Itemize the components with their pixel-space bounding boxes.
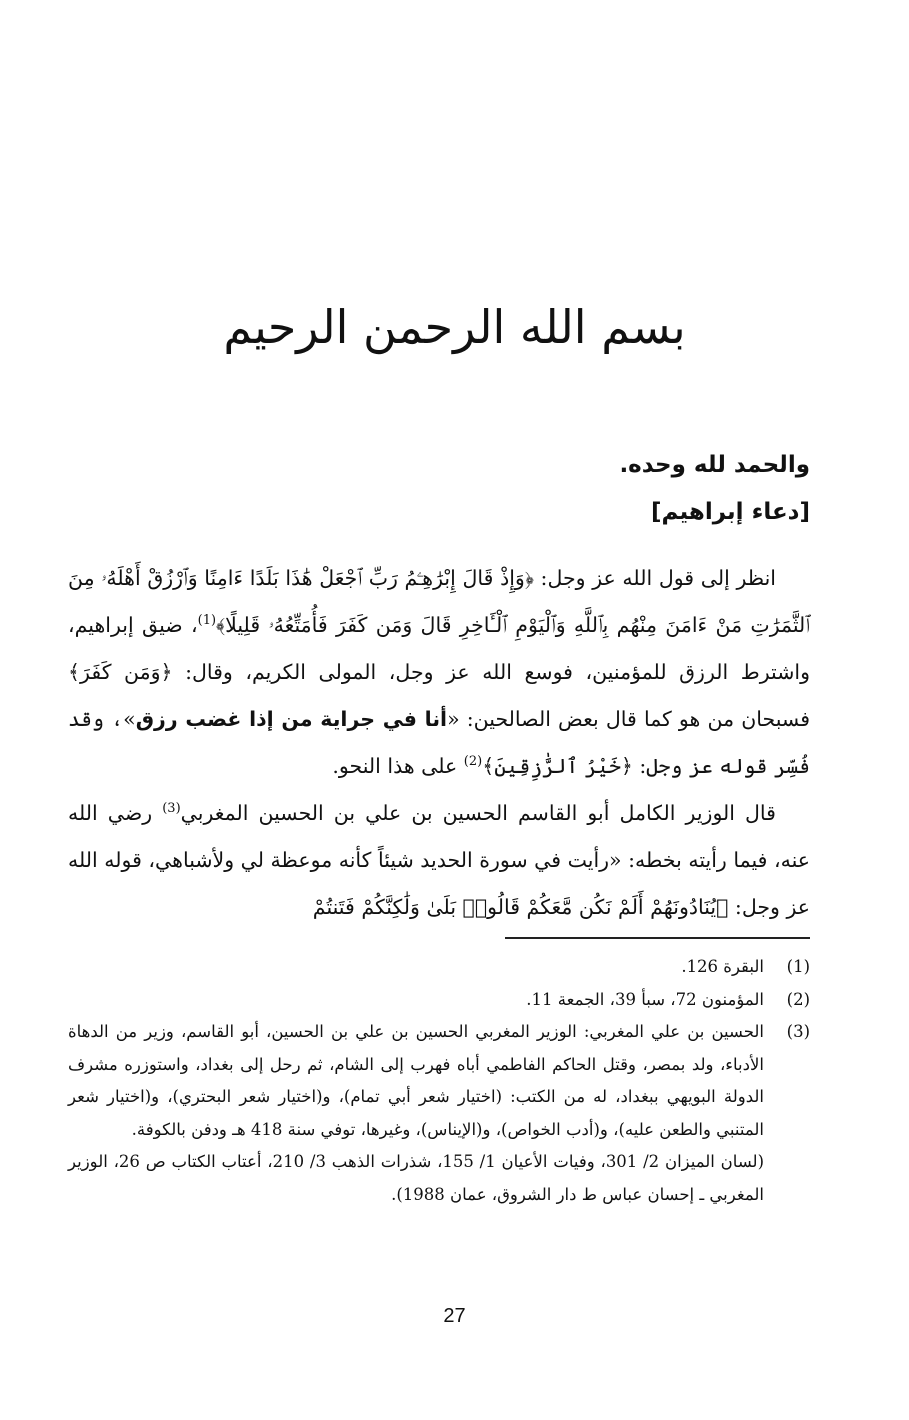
footnote-text: البقرة 126. bbox=[681, 957, 764, 976]
basmala-heading: بسم الله الرحمن الرحيم bbox=[223, 300, 686, 354]
footnote-1 bbox=[68, 951, 810, 984]
paragraph-1 bbox=[68, 555, 810, 790]
main-text bbox=[68, 555, 810, 931]
footnote-3-sources: (لسان الميزان 2/ 301، وفيات الأعيان 1/ 155، شذرات الذهب 3/ 210، أعتاب الكتاب ص 26، الوزير المغربي ـ إحسان عباس ط دار الشروق، عمان 1988). bbox=[68, 1152, 765, 1204]
paragraph-1-part-3: »، وقد فُسِّر قوله عز وجل: ﴿خَيْرُ ٱلرَّٰزِقِينَ﴾ bbox=[68, 707, 810, 778]
section-title: [دعاء إبراهيم] bbox=[650, 499, 810, 525]
footnote-text: الحسين بن علي المغربي: الوزير المغربي الحسين بن علي بن الحسين، أبو القاسم، وزير من الدهاة الأدباء، ولد بمصر، وقتل الحاكم الفاطمي أباه فهرب إلى الشام، ثم رحل إلى بغداد، واستوزره مشرف الدولة البويهي ببغداد، له من الكتب: (اختيار شعر أبي تمام)، و(اختيار شعر البحتري)، و(اختيار شعر المتنبي والطعن عليه)، و(أدب الخواص)، و(الإيناس)، وغيرها، توفي سنة 418 هـ ودفن بالكوفة. bbox=[68, 1022, 764, 1139]
footnote-number: (3) bbox=[786, 1022, 810, 1041]
paragraph-1-part-4: على هذا النحو. bbox=[332, 754, 464, 778]
footnote-number: (2) bbox=[786, 989, 810, 1009]
paragraph-1-part-2: ، ضيق إبراهيم، واشترط الرزق للمؤمنين، فوسع الله عز وجل، المولى الكريم، وقال: ﴿وَمَن كَفَرَ﴾ فسبحان من هو كما قال بعض الصالحين: « bbox=[68, 613, 810, 731]
page-number: 27 bbox=[443, 1305, 466, 1327]
paragraph-2 bbox=[68, 790, 810, 931]
opening-praise: والحمد لله وحده. bbox=[619, 452, 810, 478]
footnote-ref-2[interactable]: (2) bbox=[463, 754, 483, 770]
paragraph-1-part-1: انظر إلى قول الله عز وجل: ﴿وَإِذْ قَالَ إِبْرَٰهِـۧمُ رَبِّ ٱجْعَلْ هَٰذَا بَلَدًا ءَامِنًا وَٱرْزُقْ أَهْلَهُۥ مِنَ ٱلثَّمَرَٰتِ مَنْ ءَامَنَ مِنْهُم بِٱللَّهِ وَٱلْيَوْمِ ٱلْـَٔاخِرِ قَالَ وَمَن كَفَرَ فَأُمَتِّعُهُۥ قَلِيلًا﴾ bbox=[68, 566, 810, 637]
paragraph-2-part-1: قال الوزير الكامل أبو القاسم الحسين بن علي بن الحسين المغربي bbox=[180, 801, 776, 825]
footnote-ref-3[interactable]: (3) bbox=[162, 801, 181, 817]
footnote-2 bbox=[68, 984, 810, 1017]
footnote-divider bbox=[505, 937, 810, 939]
footnotes bbox=[68, 951, 810, 1211]
footnote-ref-1[interactable]: (1) bbox=[197, 613, 217, 629]
footnote-text: المؤمنون 72، سبأ 39، الجمعة 11. bbox=[526, 989, 764, 1009]
bold-quote: أنا في جراية من إذا غضب رزق bbox=[135, 707, 448, 731]
footnote-3 bbox=[68, 1016, 810, 1146]
footnote-number: (1) bbox=[786, 957, 810, 976]
paragraph-2-part-2: رضي الله عنه، فيما رأيته بخطه: «رأيت في سورة الحديد شيئاً كأنه موعظة لي ولأشباهي، قوله الله عز وجل: ﴿يُنَادُونَهُمْ أَلَمْ نَكُن مَّعَكُمْ قَالُوا۟ بَلَىٰ وَلَٰكِنَّكُمْ فَتَنتُمْ bbox=[68, 801, 810, 919]
